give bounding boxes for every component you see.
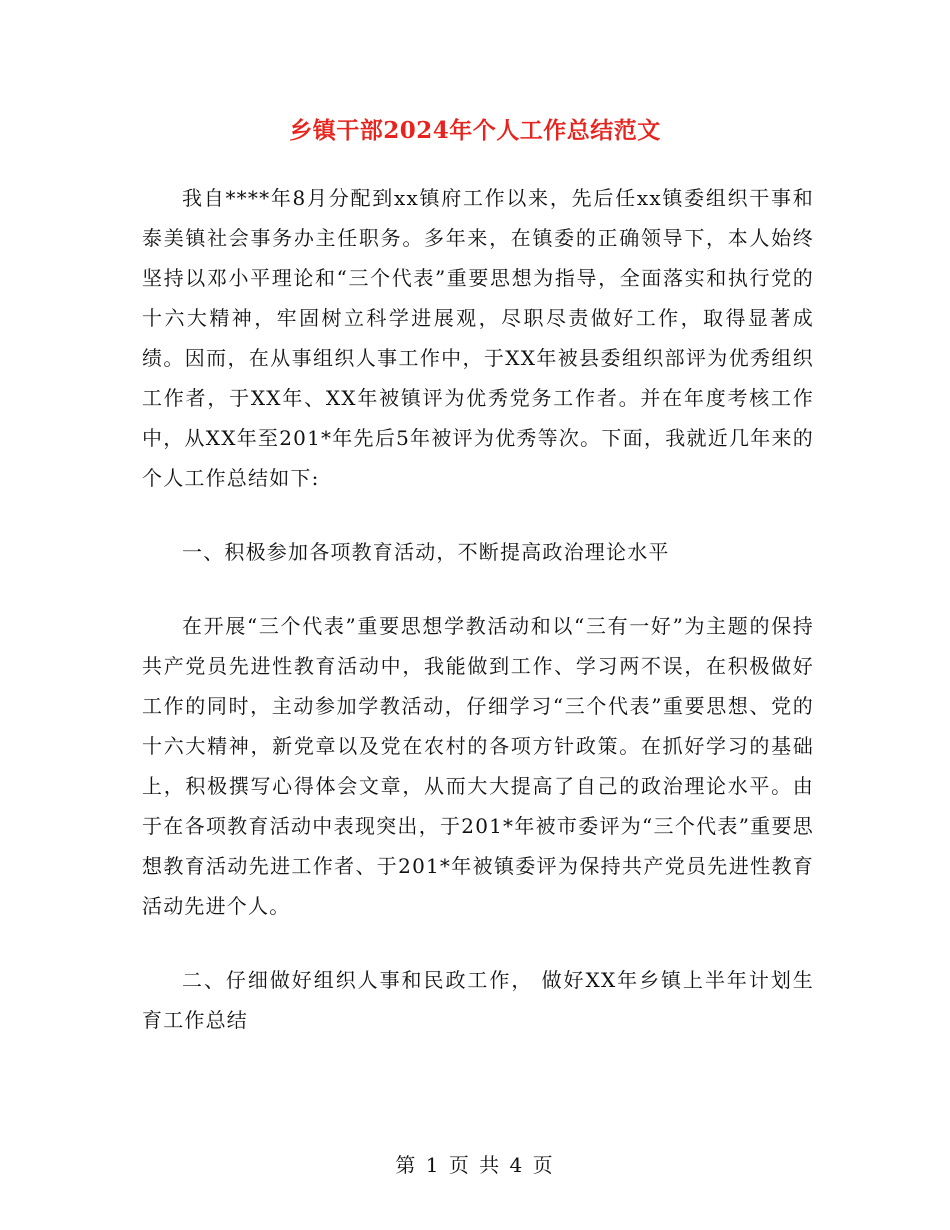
- document-title: 乡镇干部2024年个人工作总结范文: [289, 117, 661, 144]
- section-heading-2: 二、仔细做好组织人事和民政工作， 做好XX年乡镇上半年计划生育工作总结: [142, 968, 814, 1032]
- document-body: [142, 178, 814, 1040]
- page-number-footer: 第 1 页 共 4 页: [395, 1153, 555, 1177]
- section-heading-1: 一、积极参加各项教育活动，不断提高政治理论水平: [182, 540, 670, 564]
- section-1-paragraph: 在开展“三个代表”重要思想学教活动和以“三有一好”为主题的保持共产党员先进性教育活动中，我能做到工作、学习两不误，在积极做好工作的同时，主动参加学教活动，仔细学习“三个代表”重要思想、党的十六大精神，新党章以及党在农村的各项方针政策。在抓好学习的基础上，积极撰写心得体会文章，从而大大提高了自己的政治理论水平。由于在各项教育活动中表现突出，于201*年被市委评为“三个代表”重要思想教育活动先进工作者、于201*年被镇委评为保持共产党员先进性教育活动先进个人。: [142, 614, 814, 918]
- intro-paragraph: 我自****年8月分配到xx镇府工作以来，先后任xx镇委组织干事和泰美镇社会事务办主任职务。多年来，在镇委的正确领导下，本人始终坚持以邓小平理论和“三个代表”重要思想为指导，全面落实和执行党的十六大精神，牢固树立科学进展观，尽职尽责做好工作，取得显著成绩。因而，在从事组织人事工作中，于XX年被县委组织部评为优秀组织工作者，于XX年、XX年被镇评为优秀党务工作者。并在年度考核工作中，从XX年至201*年先后5年被评为优秀等次。下面，我就近几年来的个人工作总结如下:: [142, 186, 814, 490]
